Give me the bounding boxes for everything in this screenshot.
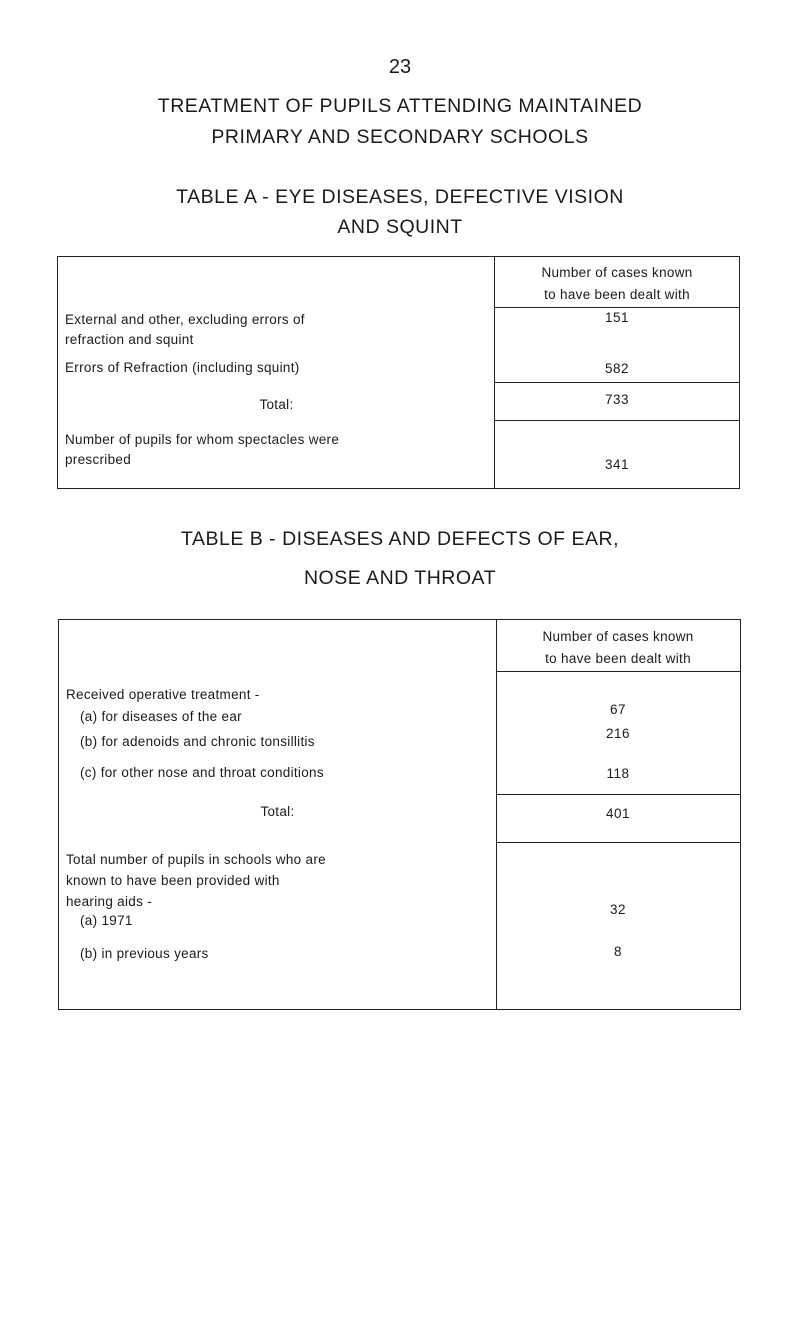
value-spectacles: 341 — [604, 457, 630, 472]
hearing-aids-label — [66, 849, 326, 912]
column-header-line-2: to have been dealt with — [544, 287, 690, 302]
row-label-line-1: External and other, excluding errors of — [65, 312, 305, 327]
table-b-title-line-2: NOSE AND THROAT — [303, 567, 497, 589]
row-label-total: Total: — [259, 397, 294, 412]
row-label-total: Total: — [260, 804, 295, 819]
value-external-other: 151 — [604, 310, 630, 325]
table-a-title-line-1: TABLE A - EYE DISEASES, DEFECTIVE VISION — [176, 186, 624, 208]
table-a-column-header — [495, 262, 739, 306]
row-label-errors-of-refraction: Errors of Refraction (including squint) — [65, 360, 300, 375]
value-1971: 32 — [609, 902, 627, 917]
hearing-aids-line-2: known to have been provided with — [66, 873, 280, 888]
table-a-title-line-2: AND SQUINT — [337, 216, 463, 238]
row-label-other-nose-throat: (c) for other nose and throat conditions — [80, 765, 324, 780]
column-header-line-1: Number of cases known — [542, 629, 694, 644]
row-divider — [495, 307, 739, 308]
hearing-aids-line-3: hearing aids - — [66, 894, 152, 909]
value-other-nose-throat: 118 — [606, 766, 630, 781]
page-number: 23 — [388, 56, 412, 78]
row-divider — [496, 671, 740, 672]
column-header-line-1: Number of cases known — [541, 265, 693, 280]
row-divider — [495, 420, 739, 421]
row-label-1971: (a) 1971 — [80, 913, 133, 928]
operative-treatment-heading: Received operative treatment - — [66, 687, 260, 702]
value-adenoids: 216 — [605, 726, 631, 741]
row-divider — [496, 842, 740, 843]
table-b — [58, 619, 741, 1010]
value-ear: 67 — [609, 702, 627, 717]
value-errors-of-refraction: 582 — [604, 361, 630, 376]
row-label-adenoids: (b) for adenoids and chronic tonsillitis — [80, 734, 315, 749]
row-label-external-other — [65, 310, 305, 350]
hearing-aids-line-1: Total number of pupils in schools who are — [66, 852, 326, 867]
row-label-line-2: prescribed — [65, 452, 132, 467]
table-b-column-header — [496, 626, 740, 670]
column-header-line-2: to have been dealt with — [545, 651, 691, 666]
table-a — [57, 256, 740, 489]
value-total: 401 — [605, 806, 631, 821]
row-divider — [496, 794, 740, 795]
row-label-ear: (a) for diseases of the ear — [80, 709, 242, 724]
main-heading-line-2: PRIMARY AND SECONDARY SCHOOLS — [211, 126, 589, 148]
row-divider — [495, 382, 739, 383]
value-total: 733 — [604, 392, 630, 407]
row-label-previous-years: (b) in previous years — [80, 946, 209, 961]
table-b-title-line-1: TABLE B - DISEASES AND DEFECTS OF EAR, — [181, 528, 619, 550]
row-label-line-1: Number of pupils for whom spectacles were — [65, 432, 340, 447]
main-heading-line-1: TREATMENT OF PUPILS ATTENDING MAINTAINED — [157, 95, 643, 117]
value-previous-years: 8 — [613, 944, 622, 959]
row-label-line-2: refraction and squint — [65, 332, 194, 347]
row-label-spectacles — [65, 430, 339, 470]
